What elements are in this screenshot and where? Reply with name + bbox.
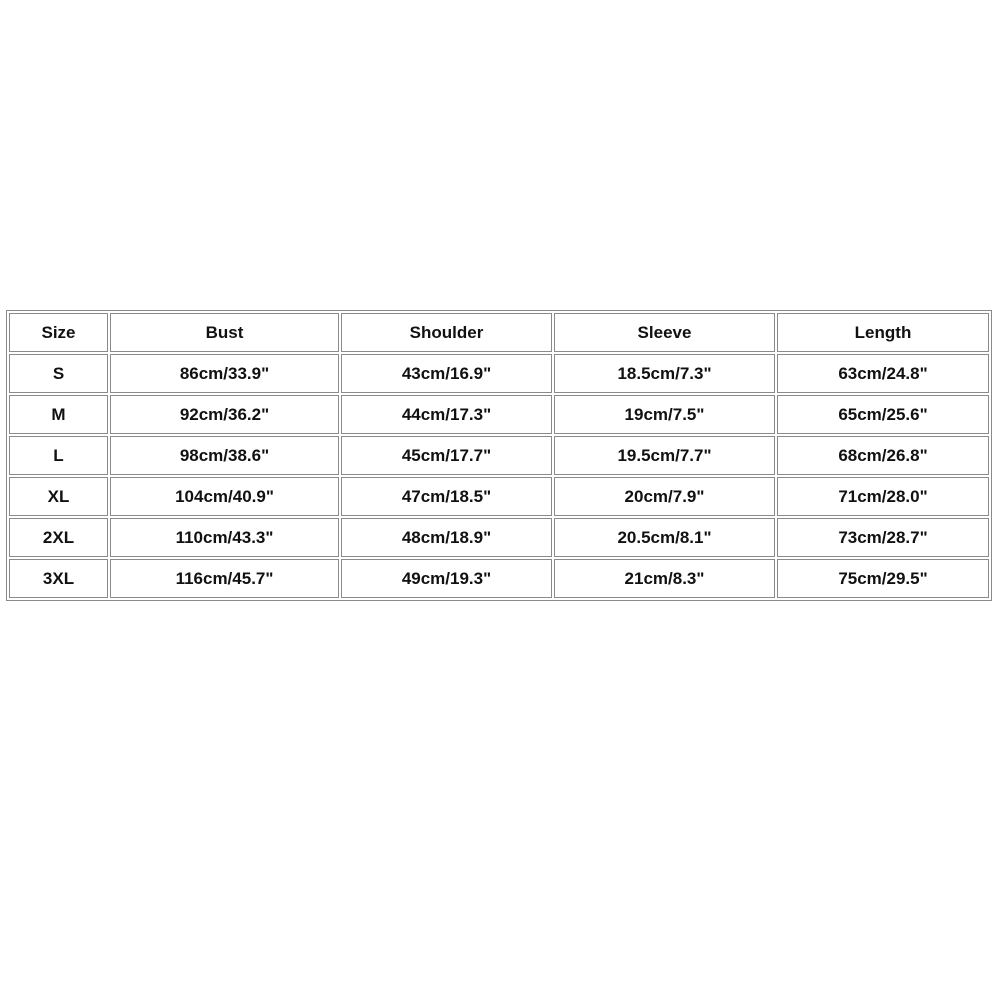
cell-bust: 92cm/36.2"	[110, 395, 339, 434]
table-row	[9, 477, 989, 516]
size-chart-table	[6, 310, 992, 601]
table-row	[9, 436, 989, 475]
cell-size: XL	[9, 477, 108, 516]
header-shoulder: Shoulder	[341, 313, 552, 352]
cell-size: 2XL	[9, 518, 108, 557]
cell-length: 63cm/24.8"	[777, 354, 989, 393]
cell-shoulder: 43cm/16.9"	[341, 354, 552, 393]
cell-length: 71cm/28.0"	[777, 477, 989, 516]
cell-bust: 98cm/38.6"	[110, 436, 339, 475]
cell-shoulder: 44cm/17.3"	[341, 395, 552, 434]
cell-length: 75cm/29.5"	[777, 559, 989, 598]
cell-size: L	[9, 436, 108, 475]
cell-length: 73cm/28.7"	[777, 518, 989, 557]
cell-sleeve: 21cm/8.3"	[554, 559, 775, 598]
cell-shoulder: 45cm/17.7"	[341, 436, 552, 475]
header-length: Length	[777, 313, 989, 352]
cell-sleeve: 19cm/7.5"	[554, 395, 775, 434]
cell-size: S	[9, 354, 108, 393]
cell-shoulder: 48cm/18.9"	[341, 518, 552, 557]
cell-bust: 116cm/45.7"	[110, 559, 339, 598]
cell-bust: 86cm/33.9"	[110, 354, 339, 393]
cell-shoulder: 49cm/19.3"	[341, 559, 552, 598]
header-sleeve: Sleeve	[554, 313, 775, 352]
cell-size: 3XL	[9, 559, 108, 598]
table-header-row	[9, 313, 989, 352]
cell-size: M	[9, 395, 108, 434]
header-bust: Bust	[110, 313, 339, 352]
table-row	[9, 559, 989, 598]
cell-bust: 110cm/43.3"	[110, 518, 339, 557]
cell-sleeve: 20cm/7.9"	[554, 477, 775, 516]
table-row	[9, 518, 989, 557]
cell-bust: 104cm/40.9"	[110, 477, 339, 516]
header-size: Size	[9, 313, 108, 352]
cell-sleeve: 19.5cm/7.7"	[554, 436, 775, 475]
table-row	[9, 395, 989, 434]
cell-sleeve: 20.5cm/8.1"	[554, 518, 775, 557]
cell-length: 65cm/25.6"	[777, 395, 989, 434]
cell-length: 68cm/26.8"	[777, 436, 989, 475]
table-row	[9, 354, 989, 393]
cell-sleeve: 18.5cm/7.3"	[554, 354, 775, 393]
cell-shoulder: 47cm/18.5"	[341, 477, 552, 516]
